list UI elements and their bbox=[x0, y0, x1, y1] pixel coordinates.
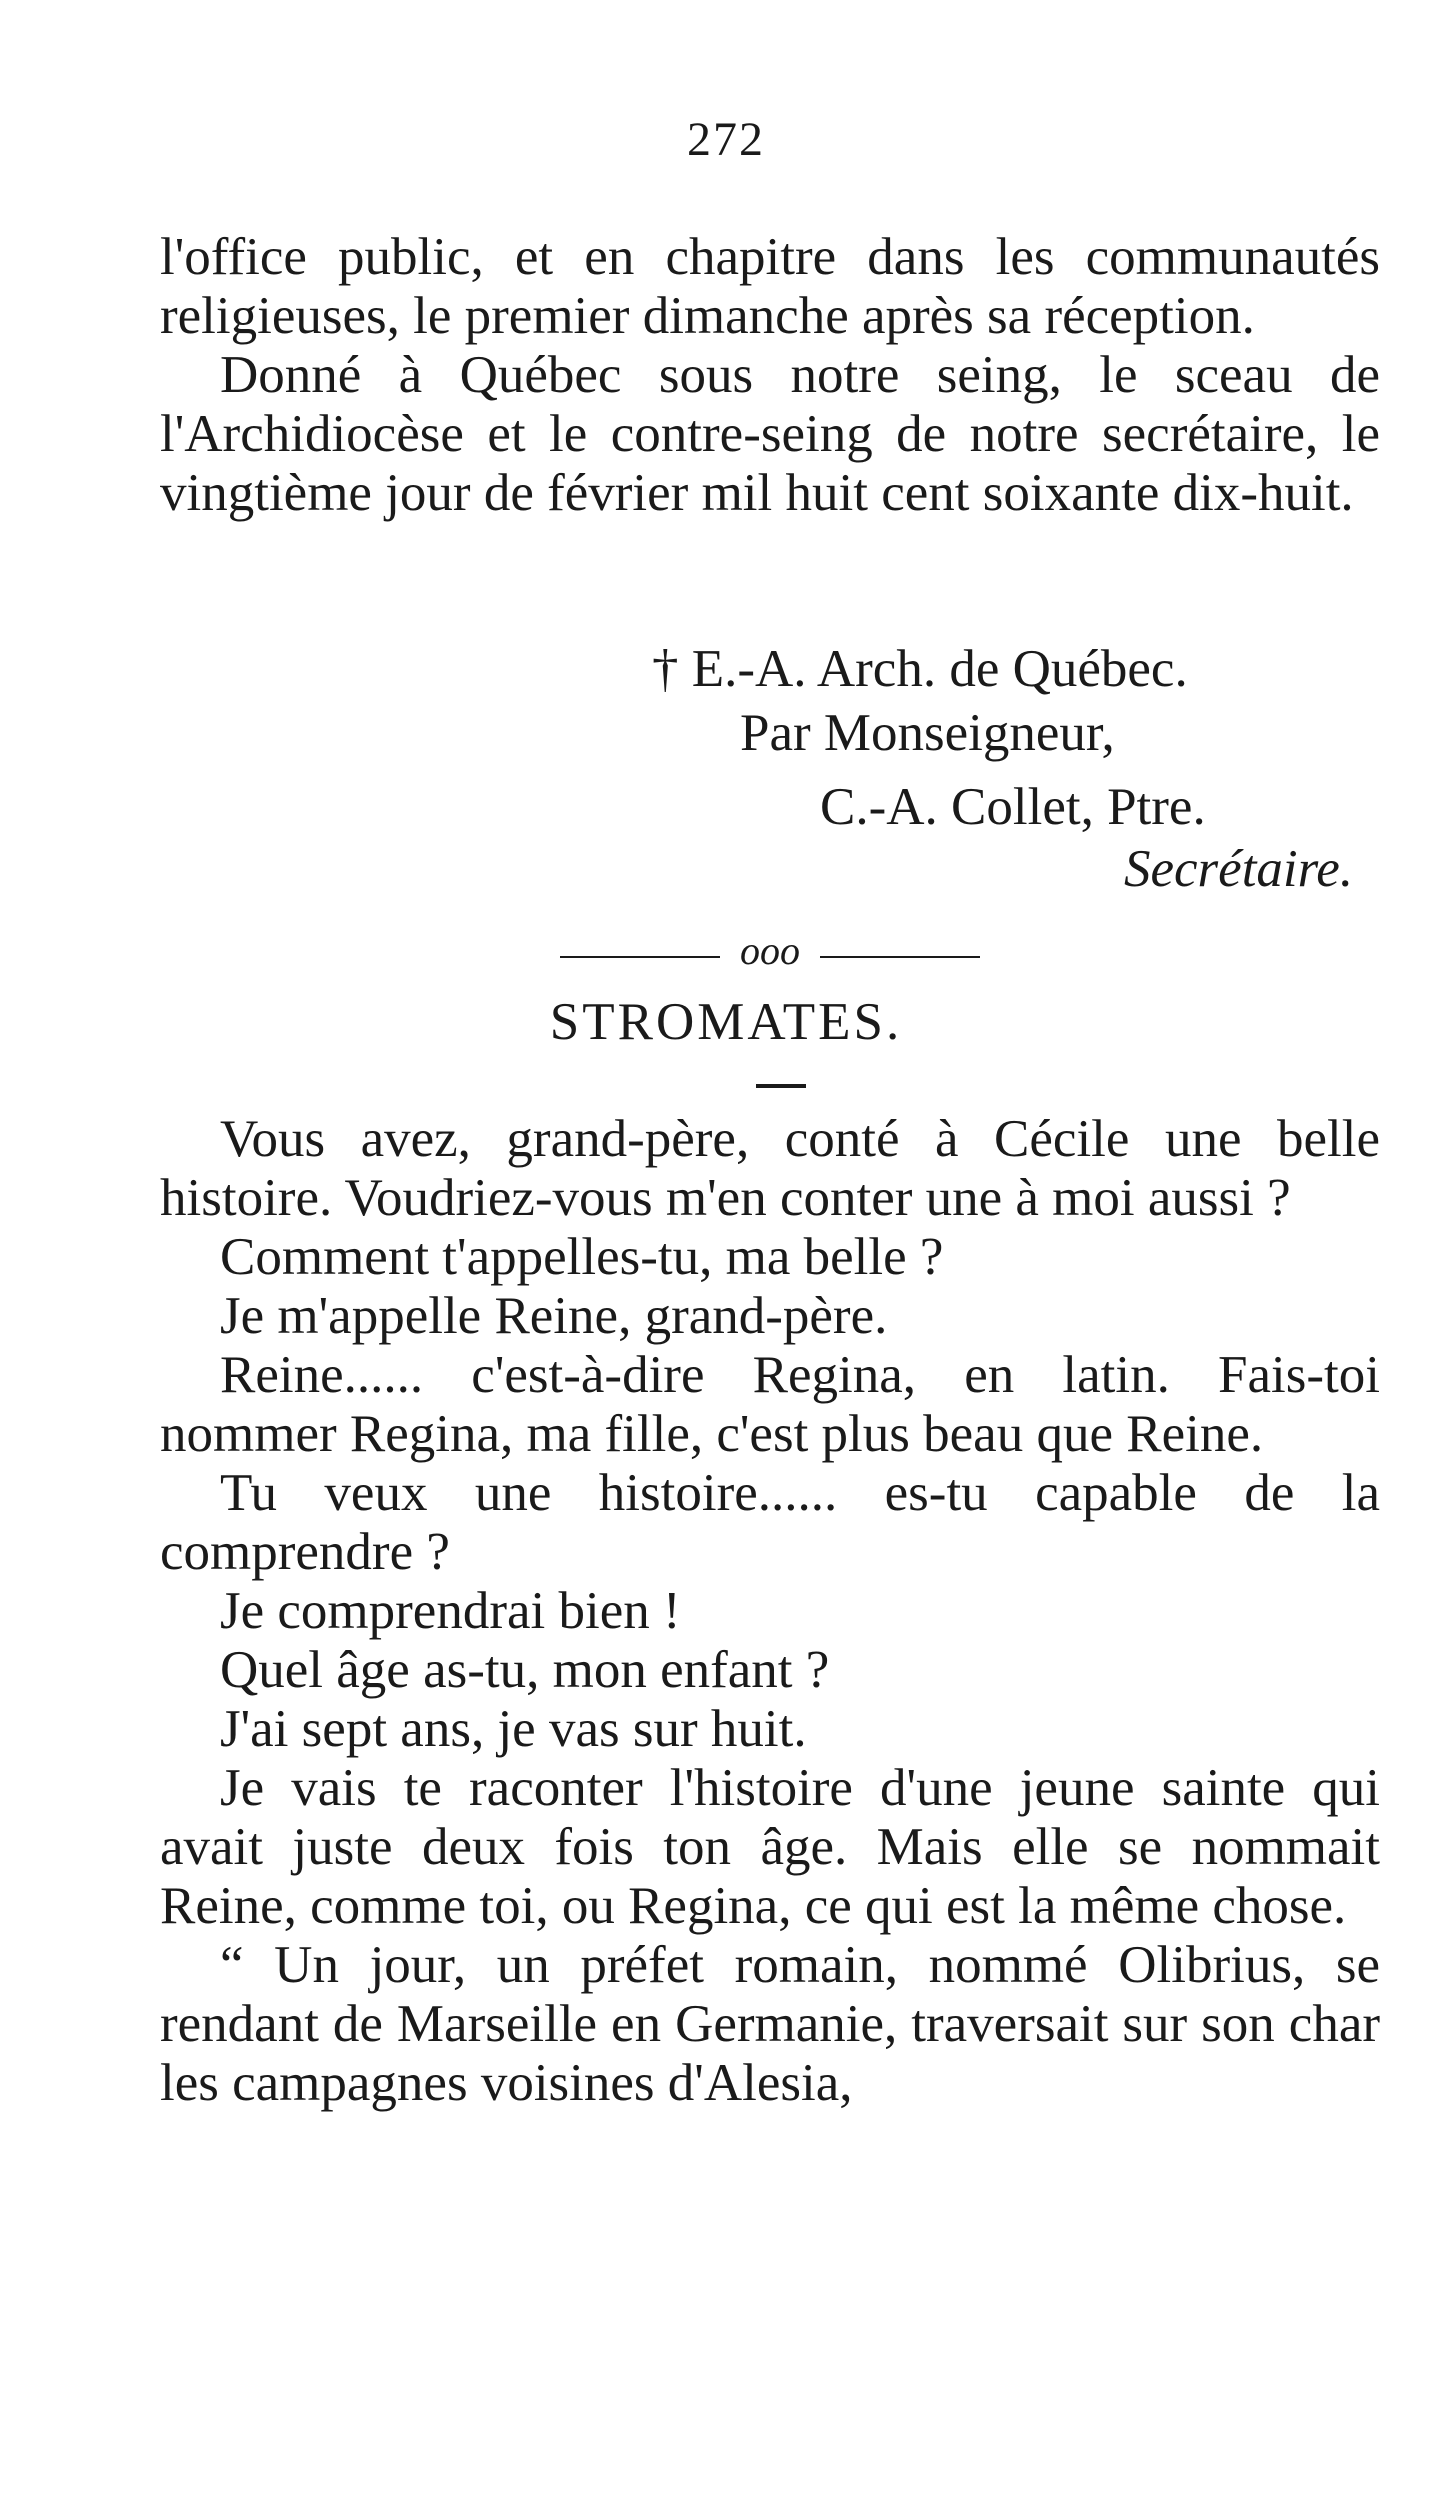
paragraph: Reine...... c'est-à-dire Regina, en latin. Fais-toi nommer Regina, ma fille, c'est plus beau que Reine. bbox=[160, 1346, 1380, 1463]
section-title: STROMATES. bbox=[549, 993, 903, 1051]
signature-archbishop: † E.-A. Arch. de Québec. bbox=[652, 640, 1188, 698]
signature-by-order: Par Monseigneur, bbox=[740, 704, 1115, 762]
stromates-text bbox=[160, 1110, 1380, 2113]
paragraph: Je comprendrai bien ! bbox=[220, 1582, 681, 1640]
paragraph: Tu veux une histoire...... es-tu capable de la comprendre ? bbox=[160, 1464, 1380, 1581]
paragraph: Donné à Québec sous notre seing, le sceau de l'Archidiocèse et le contre-seing de notre secrétaire, le vingtième jour de février mil huit cent soixante dix-huit. bbox=[160, 346, 1380, 522]
separator-rule-right bbox=[820, 956, 980, 958]
title-dash bbox=[756, 1084, 806, 1088]
decree-closing-text bbox=[160, 228, 1380, 523]
page-number: 272 bbox=[687, 113, 765, 166]
paragraph: J'ai sept ans, je vas sur huit. bbox=[220, 1700, 807, 1758]
paragraph: Comment t'appelles-tu, ma belle ? bbox=[220, 1228, 944, 1286]
separator-ornament: ooo bbox=[740, 928, 800, 973]
paragraph: Vous avez, grand-père, conté à Cécile une belle histoire. Voudriez-vous m'en conter une à moi aussi ? bbox=[160, 1110, 1380, 1227]
paragraph: Je vais te raconter l'histoire d'une jeune sainte qui avait juste deux fois ton âge. Mais elle se nommait Reine, comme toi, ou Regina, ce qui est la même chose. bbox=[160, 1759, 1380, 1935]
paragraph: l'office public, et en chapitre dans les communautés religieuses, le premier dimanche après sa réception. bbox=[160, 228, 1380, 345]
paragraph: Je m'appelle Reine, grand-père. bbox=[220, 1287, 888, 1345]
separator-rule-left bbox=[560, 956, 720, 958]
paragraph: “ Un jour, un préfet romain, nommé Olibrius, se rendant de Marseille en Germanie, traversait sur son char les campagnes voisines d'Alesia, bbox=[160, 1936, 1380, 2112]
paragraph: Quel âge as-tu, mon enfant ? bbox=[220, 1641, 830, 1699]
signature-secretary-name: C.-A. Collet, Ptre. bbox=[820, 778, 1206, 836]
signature-secretary-title: Secrétaire. bbox=[1124, 840, 1354, 898]
